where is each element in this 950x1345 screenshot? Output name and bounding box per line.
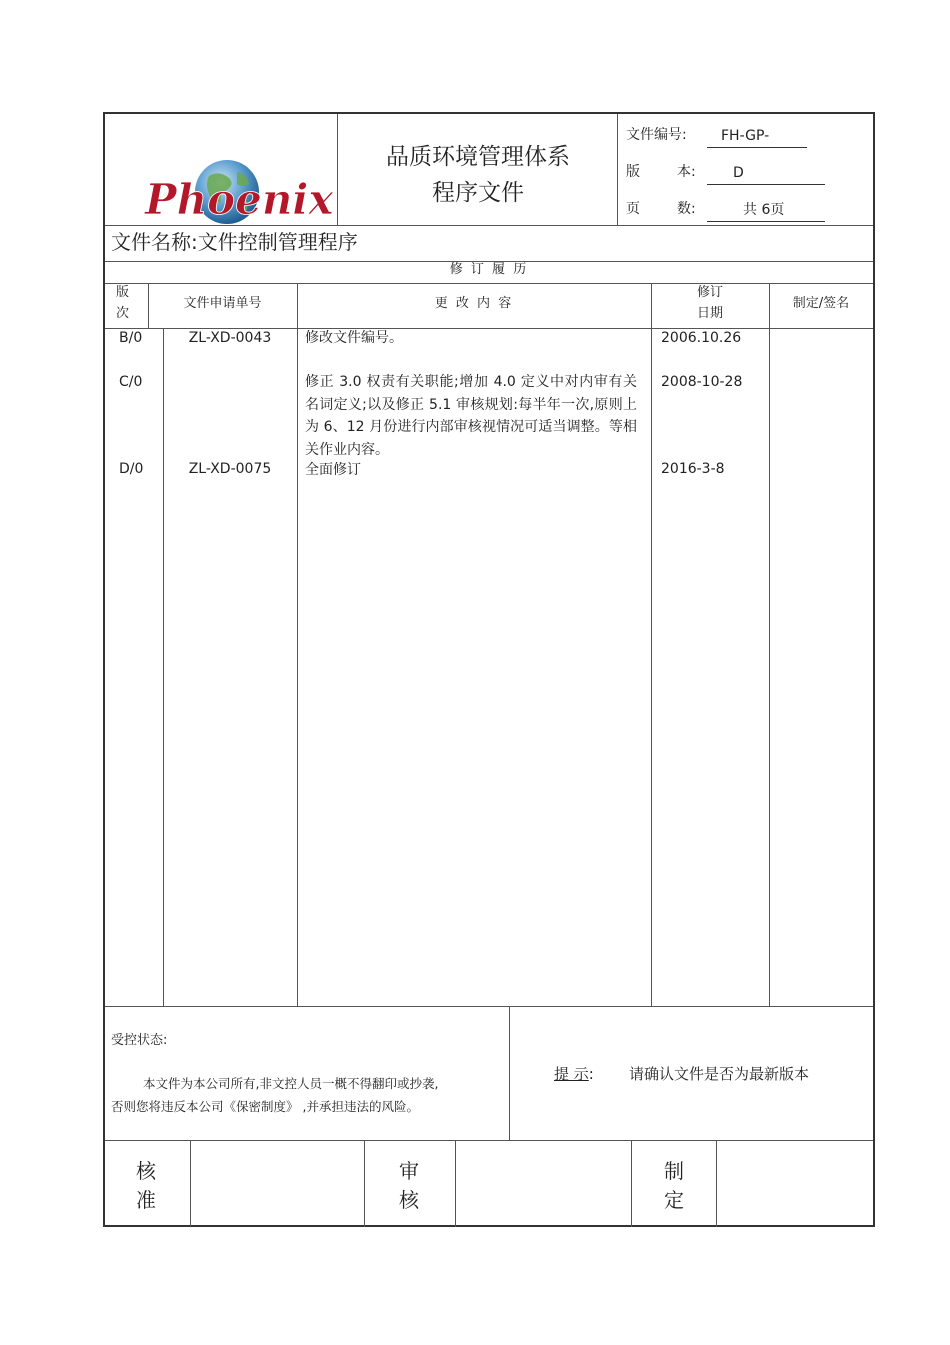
system-title-line2: 程序文件	[432, 180, 524, 206]
version-value: D	[733, 165, 744, 181]
table-row-2-date: 2008-10-28	[661, 374, 743, 390]
doc-no-value: FH-GP-	[721, 128, 770, 144]
notice-line-1: 本文件为本公司所有,非文控人员一概不得翻印或抄袭,	[143, 1076, 439, 1091]
table-row-1-date: 2006.10.26	[661, 330, 742, 346]
approve-label-1: 核	[136, 1159, 156, 1183]
hint-colon: :	[588, 1065, 594, 1083]
col-request-no: 文件申请单号	[183, 296, 262, 311]
table-row-2-content: 修正 3.0 权责有关职能;增加 4.0 定义中对内审有关名词定义;以及修正 5.1 审核规划:每半年一次,原则上为 6、12 月份进行内部审核视情况可适当调整。等相关作业内容。	[305, 374, 637, 458]
table-row-1-request-no: ZL-XD-0043	[188, 330, 272, 346]
table-row-3-request-no: ZL-XD-0075	[188, 461, 272, 477]
review-label-1: 审	[399, 1159, 419, 1183]
col-signature: 制定/签名	[792, 296, 850, 311]
col-date-1: 修订	[696, 285, 723, 300]
table-row-2-version: C/0	[119, 374, 143, 390]
col-change-content: 更 改 内 容	[434, 296, 514, 311]
table-row-1-version: B/0	[119, 330, 143, 346]
doc-no-label: 文件编号:	[626, 127, 687, 143]
prepare-label-2: 定	[664, 1188, 684, 1212]
col-date-2: 日期	[696, 306, 723, 321]
system-title-line1: 品质环境管理体系	[386, 144, 570, 170]
phoenix-logo	[141, 154, 334, 234]
version-label-1: 版	[626, 164, 640, 180]
version-label-2: 本:	[677, 164, 696, 180]
approve-label-2: 准	[136, 1188, 156, 1212]
hint-label-text: 提 示	[554, 1065, 589, 1083]
logo-text: Phoenix	[145, 175, 334, 224]
revision-history-title: 修 订 履 历	[449, 262, 529, 277]
doc-name: 文件名称:文件控制管理程序	[111, 230, 358, 254]
table-row-3-date: 2016-3-8	[661, 461, 725, 477]
col-version-1: 版	[116, 285, 130, 300]
document-page	[103, 112, 875, 1227]
hint-label	[554, 1067, 594, 1082]
notice-line-2: 否则您将违反本公司《保密制度》 ,并承担违法的风险。	[111, 1099, 419, 1114]
review-label-2: 核	[399, 1188, 419, 1212]
prepare-label-1: 制	[664, 1159, 684, 1183]
control-status-label: 受控状态:	[111, 1033, 168, 1048]
pages-label-2: 数:	[677, 201, 696, 217]
col-version-2: 次	[116, 306, 130, 321]
table-row-1-content: 修改文件编号。	[305, 330, 403, 346]
table-row-3-version: D/0	[119, 461, 144, 477]
pages-value: 共 6页	[743, 202, 785, 218]
pages-label-1: 页	[626, 201, 640, 217]
table-row-3-content: 全面修订	[305, 462, 361, 478]
hint-text: 请确认文件是否为最新版本	[629, 1065, 810, 1083]
